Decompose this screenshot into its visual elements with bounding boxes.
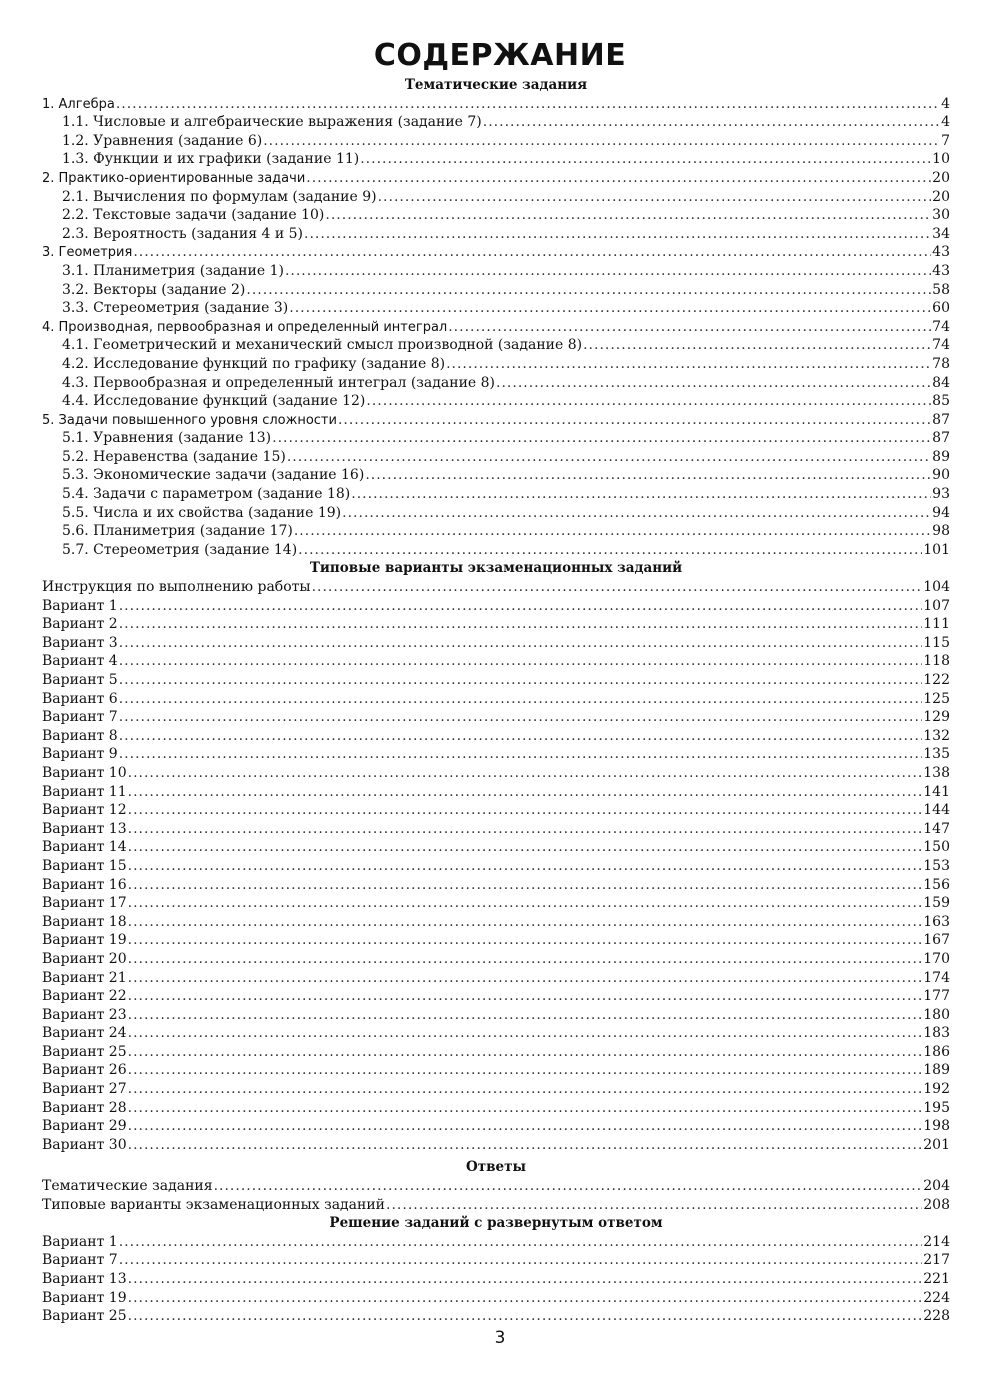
section-heading: Решение заданий с развернутым ответом xyxy=(329,1215,663,1232)
dot-leader xyxy=(128,820,923,839)
toc-entry-page: 98 xyxy=(932,523,950,540)
toc-entry-title: 5.2. Неравенства (задание 15) xyxy=(62,448,286,465)
toc-entry-page: 85 xyxy=(932,393,950,410)
toc-entry[interactable] xyxy=(42,392,950,411)
toc-entry[interactable] xyxy=(42,132,950,151)
dot-leader xyxy=(119,1233,923,1252)
dot-leader xyxy=(272,429,931,448)
toc-entry[interactable] xyxy=(42,708,950,727)
toc-entry-page: 150 xyxy=(923,839,950,856)
toc-entry-page: 4 xyxy=(941,114,950,131)
toc-entry[interactable] xyxy=(42,838,950,857)
toc-entry-title: Вариант 21 xyxy=(42,969,127,986)
toc-entry[interactable] xyxy=(42,1307,950,1326)
toc-entry-title: Вариант 15 xyxy=(42,857,127,874)
toc-entry-title: Вариант 5 xyxy=(42,672,118,688)
toc-chapter-entry[interactable] xyxy=(42,411,950,430)
toc-entry-page: 93 xyxy=(932,486,950,503)
dot-leader xyxy=(128,969,923,988)
dot-leader xyxy=(306,169,931,188)
toc-entry-page: 74 xyxy=(932,318,950,335)
toc-chapter-entry[interactable] xyxy=(42,169,950,188)
toc-entry[interactable] xyxy=(42,541,950,560)
section-heading: Типовые варианты экзаменационных заданий xyxy=(309,560,683,577)
toc-entry-title: 1.1. Числовые и алгебраические выражения (задание 7) xyxy=(62,114,482,131)
toc-entry[interactable] xyxy=(42,1099,950,1118)
section-heading: Тематические задания xyxy=(404,77,588,93)
toc-entry-page: 107 xyxy=(923,597,950,614)
toc-entry[interactable] xyxy=(42,727,950,746)
toc-entry-page: 217 xyxy=(923,1252,950,1269)
toc-entry-page: 30 xyxy=(932,207,950,224)
dot-leader xyxy=(366,392,931,411)
page-number: 3 xyxy=(494,1328,506,1348)
toc-entry[interactable] xyxy=(42,1136,950,1155)
dot-leader xyxy=(128,894,923,913)
toc-chapter-entry[interactable] xyxy=(42,318,950,337)
toc-entry-title: Вариант 22 xyxy=(42,988,127,1005)
toc-entry-page: 228 xyxy=(923,1308,950,1325)
toc-entry-title: Вариант 9 xyxy=(42,746,118,763)
toc-entry-title: Вариант 23 xyxy=(42,1006,127,1023)
toc-entry[interactable] xyxy=(42,188,950,207)
toc-entry[interactable] xyxy=(42,225,950,244)
toc-entry-title: 2.3. Вероятность (задания 4 и 5) xyxy=(62,225,303,242)
dot-leader xyxy=(304,225,931,244)
toc-entry-page: 189 xyxy=(923,1062,950,1079)
dot-leader xyxy=(128,950,923,969)
toc-entry[interactable] xyxy=(42,764,950,783)
toc-entry-page: 87 xyxy=(932,430,950,447)
toc-entry-title: 3.2. Векторы (задание 2) xyxy=(62,281,246,298)
dot-leader xyxy=(128,1024,923,1043)
toc-entry-title: 4.1. Геометрический и механический смысл производной (задание 8) xyxy=(62,337,583,354)
dot-leader xyxy=(448,318,931,337)
dot-leader xyxy=(128,857,923,876)
toc-entry-title: 2.2. Текстовые задачи (задание 10) xyxy=(62,207,325,224)
toc-entry[interactable] xyxy=(42,1061,950,1080)
toc-entry[interactable] xyxy=(42,578,950,597)
toc-entry-title: Вариант 17 xyxy=(42,895,127,912)
toc-chapter-entry[interactable] xyxy=(42,243,950,262)
dot-leader xyxy=(378,188,932,207)
toc-entry-page: 224 xyxy=(923,1289,950,1306)
toc-entry-title: 4. Производная, первообразная и определенный интеграл xyxy=(42,319,448,335)
toc-entry-title: Вариант 24 xyxy=(42,1025,127,1042)
toc-entry-page: 132 xyxy=(923,727,950,744)
toc-entry-page: 186 xyxy=(923,1043,950,1060)
dot-leader xyxy=(446,355,931,374)
toc-entry-title: Вариант 8 xyxy=(42,727,118,744)
toc-entry[interactable] xyxy=(42,1289,950,1308)
toc-entry[interactable] xyxy=(42,1251,950,1270)
toc-entry-page: 74 xyxy=(932,337,950,354)
toc-entry-page: 195 xyxy=(923,1099,950,1116)
toc-entry-page: 101 xyxy=(923,541,950,558)
dot-leader xyxy=(128,1136,923,1155)
toc-entry-page: 153 xyxy=(923,857,950,874)
toc-entry-title: Инструкция по выполнению работы xyxy=(42,579,311,596)
dot-leader xyxy=(298,541,922,560)
dot-leader xyxy=(128,1117,923,1136)
toc-entry[interactable] xyxy=(42,950,950,969)
toc-entry-title: 3. Геометрия xyxy=(42,245,133,261)
toc-entry-title: Вариант 25 xyxy=(42,1308,127,1325)
toc-entry-title: 2. Практико-ориентированные задачи xyxy=(42,170,306,186)
dot-leader xyxy=(365,466,931,485)
toc-entry-title: 5.5. Числа и их свойства (задание 19) xyxy=(62,504,342,521)
toc-entry-page: 163 xyxy=(923,913,950,930)
toc-entry-title: Вариант 7 xyxy=(42,1252,118,1269)
toc-entry-page: 156 xyxy=(923,876,950,893)
toc-entry-page: 208 xyxy=(923,1196,950,1213)
toc-entry-title: Вариант 10 xyxy=(42,764,127,781)
dot-leader xyxy=(128,931,923,950)
toc-entry[interactable] xyxy=(42,113,950,132)
dot-leader xyxy=(312,578,923,597)
dot-leader xyxy=(287,448,931,467)
dot-leader xyxy=(338,411,931,430)
toc-entry-page: 111 xyxy=(923,616,950,633)
toc-entry-page: 60 xyxy=(932,300,950,317)
toc-entry-page: 147 xyxy=(923,820,950,837)
section-heading: Ответы xyxy=(466,1159,526,1176)
dot-leader xyxy=(128,801,923,820)
toc-entry-page: 141 xyxy=(923,783,950,800)
toc-entry[interactable] xyxy=(42,355,950,374)
toc-entry-title: Вариант 1 xyxy=(42,1233,118,1250)
toc-entry-page: 221 xyxy=(923,1271,950,1287)
toc-entry[interactable] xyxy=(42,857,950,876)
toc-entry[interactable] xyxy=(42,913,950,932)
toc-entry-title: 5.7. Стереометрия (задание 14) xyxy=(62,541,298,558)
toc-entry-page: 144 xyxy=(923,802,950,819)
toc-entry-title: Вариант 28 xyxy=(42,1099,127,1116)
dot-leader xyxy=(119,671,923,690)
dot-leader xyxy=(294,522,931,541)
toc-entry[interactable] xyxy=(42,336,950,355)
toc-entry[interactable] xyxy=(42,690,950,709)
toc-entry[interactable] xyxy=(42,652,950,671)
toc-entry-page: 170 xyxy=(923,950,950,967)
toc-entry-page: 159 xyxy=(923,895,950,912)
toc-entry-page: 138 xyxy=(923,764,950,781)
toc-entry[interactable] xyxy=(42,615,950,634)
toc-entry[interactable] xyxy=(42,597,950,616)
toc-entry-title: 4.2. Исследование функций по графику (задание 8) xyxy=(62,355,446,372)
toc-entry-title: Вариант 19 xyxy=(42,932,127,949)
dot-leader xyxy=(128,1006,923,1025)
toc-entry-title: Вариант 30 xyxy=(42,1136,127,1153)
toc-entry-page: 201 xyxy=(923,1136,950,1153)
toc-entry[interactable] xyxy=(42,504,950,523)
toc-entry-title: 5.3. Экономические задачи (задание 16) xyxy=(62,467,365,484)
toc-entry[interactable] xyxy=(42,448,950,467)
dot-leader xyxy=(128,1289,923,1308)
toc-entry-page: 94 xyxy=(932,504,950,521)
toc-entry-page: 34 xyxy=(932,225,950,242)
toc-entry-page: 78 xyxy=(932,355,950,372)
table-of-contents xyxy=(42,76,950,1326)
toc-entry[interactable] xyxy=(42,671,950,690)
toc-entry[interactable] xyxy=(42,206,950,225)
toc-entry-title: Вариант 20 xyxy=(42,950,127,967)
toc-entry-page: 10 xyxy=(932,151,950,168)
toc-entry-page: 89 xyxy=(932,448,950,465)
toc-entry-title: Вариант 12 xyxy=(42,802,127,819)
dot-leader xyxy=(128,1061,923,1080)
toc-entry[interactable] xyxy=(42,1024,950,1043)
toc-entry-title: 1. Алгебра xyxy=(42,96,115,112)
dot-leader xyxy=(285,262,931,281)
dot-leader xyxy=(128,987,923,1006)
toc-entry-page: 192 xyxy=(923,1081,950,1098)
toc-entry-title: Вариант 14 xyxy=(42,839,127,856)
dot-leader xyxy=(263,132,940,151)
dot-leader xyxy=(128,1307,923,1326)
toc-entry[interactable] xyxy=(42,876,950,895)
dot-leader xyxy=(119,1251,923,1270)
toc-entry-page: 58 xyxy=(932,281,950,298)
toc-entry-title: Вариант 25 xyxy=(42,1043,127,1060)
toc-entry[interactable] xyxy=(42,931,950,950)
toc-entry[interactable] xyxy=(42,1117,950,1136)
toc-entry-title: 3.3. Стереометрия (задание 3) xyxy=(62,300,289,317)
dot-leader xyxy=(246,281,931,300)
dot-leader xyxy=(119,652,923,671)
toc-entry[interactable] xyxy=(42,745,950,764)
dot-leader xyxy=(496,374,931,393)
dot-leader xyxy=(128,783,923,802)
toc-entry-title: Вариант 4 xyxy=(42,653,118,670)
toc-entry-page: 204 xyxy=(923,1178,950,1195)
toc-entry[interactable] xyxy=(42,466,950,485)
toc-entry[interactable] xyxy=(42,299,950,318)
toc-entry[interactable] xyxy=(42,1080,950,1099)
toc-entry-title: Вариант 7 xyxy=(42,709,118,726)
toc-entry-title: 5.4. Задачи с параметром (задание 18) xyxy=(62,486,351,503)
toc-entry[interactable] xyxy=(42,1006,950,1025)
toc-entry-page: 90 xyxy=(932,467,950,484)
toc-entry-page: 7 xyxy=(941,132,950,149)
toc-entry-title: Вариант 18 xyxy=(42,913,127,930)
dot-leader xyxy=(360,150,931,169)
dot-leader xyxy=(119,634,923,653)
toc-entry-title: 4.3. Первообразная и определенный интеграл (задание 8) xyxy=(62,374,496,391)
toc-entry-title: Вариант 2 xyxy=(42,616,118,633)
toc-entry-title: 4.4. Исследование функций (задание 12) xyxy=(62,393,366,410)
toc-entry[interactable] xyxy=(42,1177,950,1196)
toc-entry-page: 135 xyxy=(923,746,950,763)
toc-entry[interactable] xyxy=(42,634,950,653)
toc-chapter-entry[interactable] xyxy=(42,95,950,114)
toc-entry[interactable] xyxy=(42,281,950,300)
toc-entry-page: 115 xyxy=(923,634,950,651)
dot-leader xyxy=(289,299,931,318)
toc-entry-page: 84 xyxy=(932,374,950,391)
toc-entry[interactable] xyxy=(42,429,950,448)
toc-entry-page: 20 xyxy=(932,169,950,186)
toc-entry[interactable] xyxy=(42,987,950,1006)
dot-leader xyxy=(128,1270,923,1289)
toc-entry-title: Вариант 13 xyxy=(42,1271,127,1287)
toc-entry-page: 183 xyxy=(923,1025,950,1042)
dot-leader xyxy=(214,1177,923,1196)
toc-entry-title: Вариант 6 xyxy=(42,690,118,707)
toc-entry-title: 1.2. Уравнения (задание 6) xyxy=(62,132,263,149)
toc-entry-page: 167 xyxy=(923,932,950,949)
toc-entry[interactable] xyxy=(42,783,950,802)
toc-entry-title: Вариант 1 xyxy=(42,597,118,614)
toc-entry[interactable] xyxy=(42,1233,950,1252)
dot-leader xyxy=(128,1099,923,1118)
toc-entry-title: Вариант 3 xyxy=(42,634,118,651)
dot-leader xyxy=(583,336,931,355)
dot-leader xyxy=(119,615,923,634)
dot-leader xyxy=(386,1196,922,1215)
dot-leader xyxy=(325,206,931,225)
toc-entry[interactable] xyxy=(42,801,950,820)
toc-entry-page: 214 xyxy=(923,1233,950,1250)
toc-entry[interactable] xyxy=(42,150,950,169)
toc-entry-title: Вариант 13 xyxy=(42,820,127,837)
toc-entry-title: Вариант 27 xyxy=(42,1081,127,1098)
toc-entry-title: Вариант 16 xyxy=(42,876,127,893)
dot-leader xyxy=(119,690,923,709)
toc-entry-title: 2.1. Вычисления по формулам (задание 9) xyxy=(62,188,377,205)
dot-leader xyxy=(342,504,931,523)
toc-entry-title: Тематические задания xyxy=(42,1178,213,1195)
toc-entry-page: 87 xyxy=(932,411,950,428)
toc-entry[interactable] xyxy=(42,820,950,839)
toc-entry-page: 118 xyxy=(923,653,950,670)
toc-entry-page: 43 xyxy=(932,262,950,279)
dot-leader xyxy=(119,597,923,616)
toc-entry[interactable] xyxy=(42,374,950,393)
toc-entry-page: 125 xyxy=(923,690,950,707)
toc-entry[interactable] xyxy=(42,485,950,504)
dot-leader xyxy=(119,745,923,764)
toc-entry-title: Вариант 29 xyxy=(42,1118,127,1135)
toc-entry-title: Вариант 11 xyxy=(42,783,127,800)
toc-entry-title: 5.1. Уравнения (задание 13) xyxy=(62,430,272,447)
toc-entry-page: 198 xyxy=(923,1118,950,1135)
toc-entry-page: 180 xyxy=(923,1006,950,1023)
dot-leader xyxy=(128,764,923,783)
toc-entry[interactable] xyxy=(42,1270,950,1289)
page-title: СОДЕРЖАНИЕ xyxy=(373,38,627,73)
toc-entry-title: 1.3. Функции и их графики (задание 11) xyxy=(62,151,360,168)
toc-entry[interactable] xyxy=(42,1196,950,1215)
toc-entry[interactable] xyxy=(42,969,950,988)
dot-leader xyxy=(128,1043,923,1062)
toc-entry[interactable] xyxy=(42,894,950,913)
dot-leader xyxy=(128,838,923,857)
toc-entry-page: 104 xyxy=(923,579,950,596)
dot-leader xyxy=(119,708,923,727)
toc-entry-page: 20 xyxy=(932,188,950,205)
toc-entry-title: 3.1. Планиметрия (задание 1) xyxy=(62,262,284,279)
dot-leader xyxy=(119,727,923,746)
dot-leader xyxy=(116,95,940,114)
toc-entry-page: 43 xyxy=(932,244,950,261)
toc-entry-page: 122 xyxy=(923,672,950,688)
dot-leader xyxy=(128,1080,923,1099)
dot-leader xyxy=(483,113,940,132)
toc-entry-page: 129 xyxy=(923,709,950,726)
toc-entry[interactable] xyxy=(42,1043,950,1062)
toc-entry-page: 177 xyxy=(923,988,950,1005)
dot-leader xyxy=(133,243,931,262)
toc-entry-title: Типовые варианты экзаменационных заданий xyxy=(42,1196,386,1213)
toc-entry-title: Вариант 26 xyxy=(42,1062,127,1079)
toc-entry[interactable] xyxy=(42,262,950,281)
dot-leader xyxy=(351,485,931,504)
dot-leader xyxy=(128,913,923,932)
toc-entry-page: 4 xyxy=(941,95,950,112)
toc-entry-title: 5. Задачи повышенного уровня сложности xyxy=(42,412,337,428)
toc-entry-page: 174 xyxy=(923,969,950,986)
toc-entry-title: Вариант 19 xyxy=(42,1289,127,1306)
toc-entry[interactable] xyxy=(42,522,950,541)
toc-entry-title: 5.6. Планиметрия (задание 17) xyxy=(62,523,293,540)
dot-leader xyxy=(128,876,923,895)
